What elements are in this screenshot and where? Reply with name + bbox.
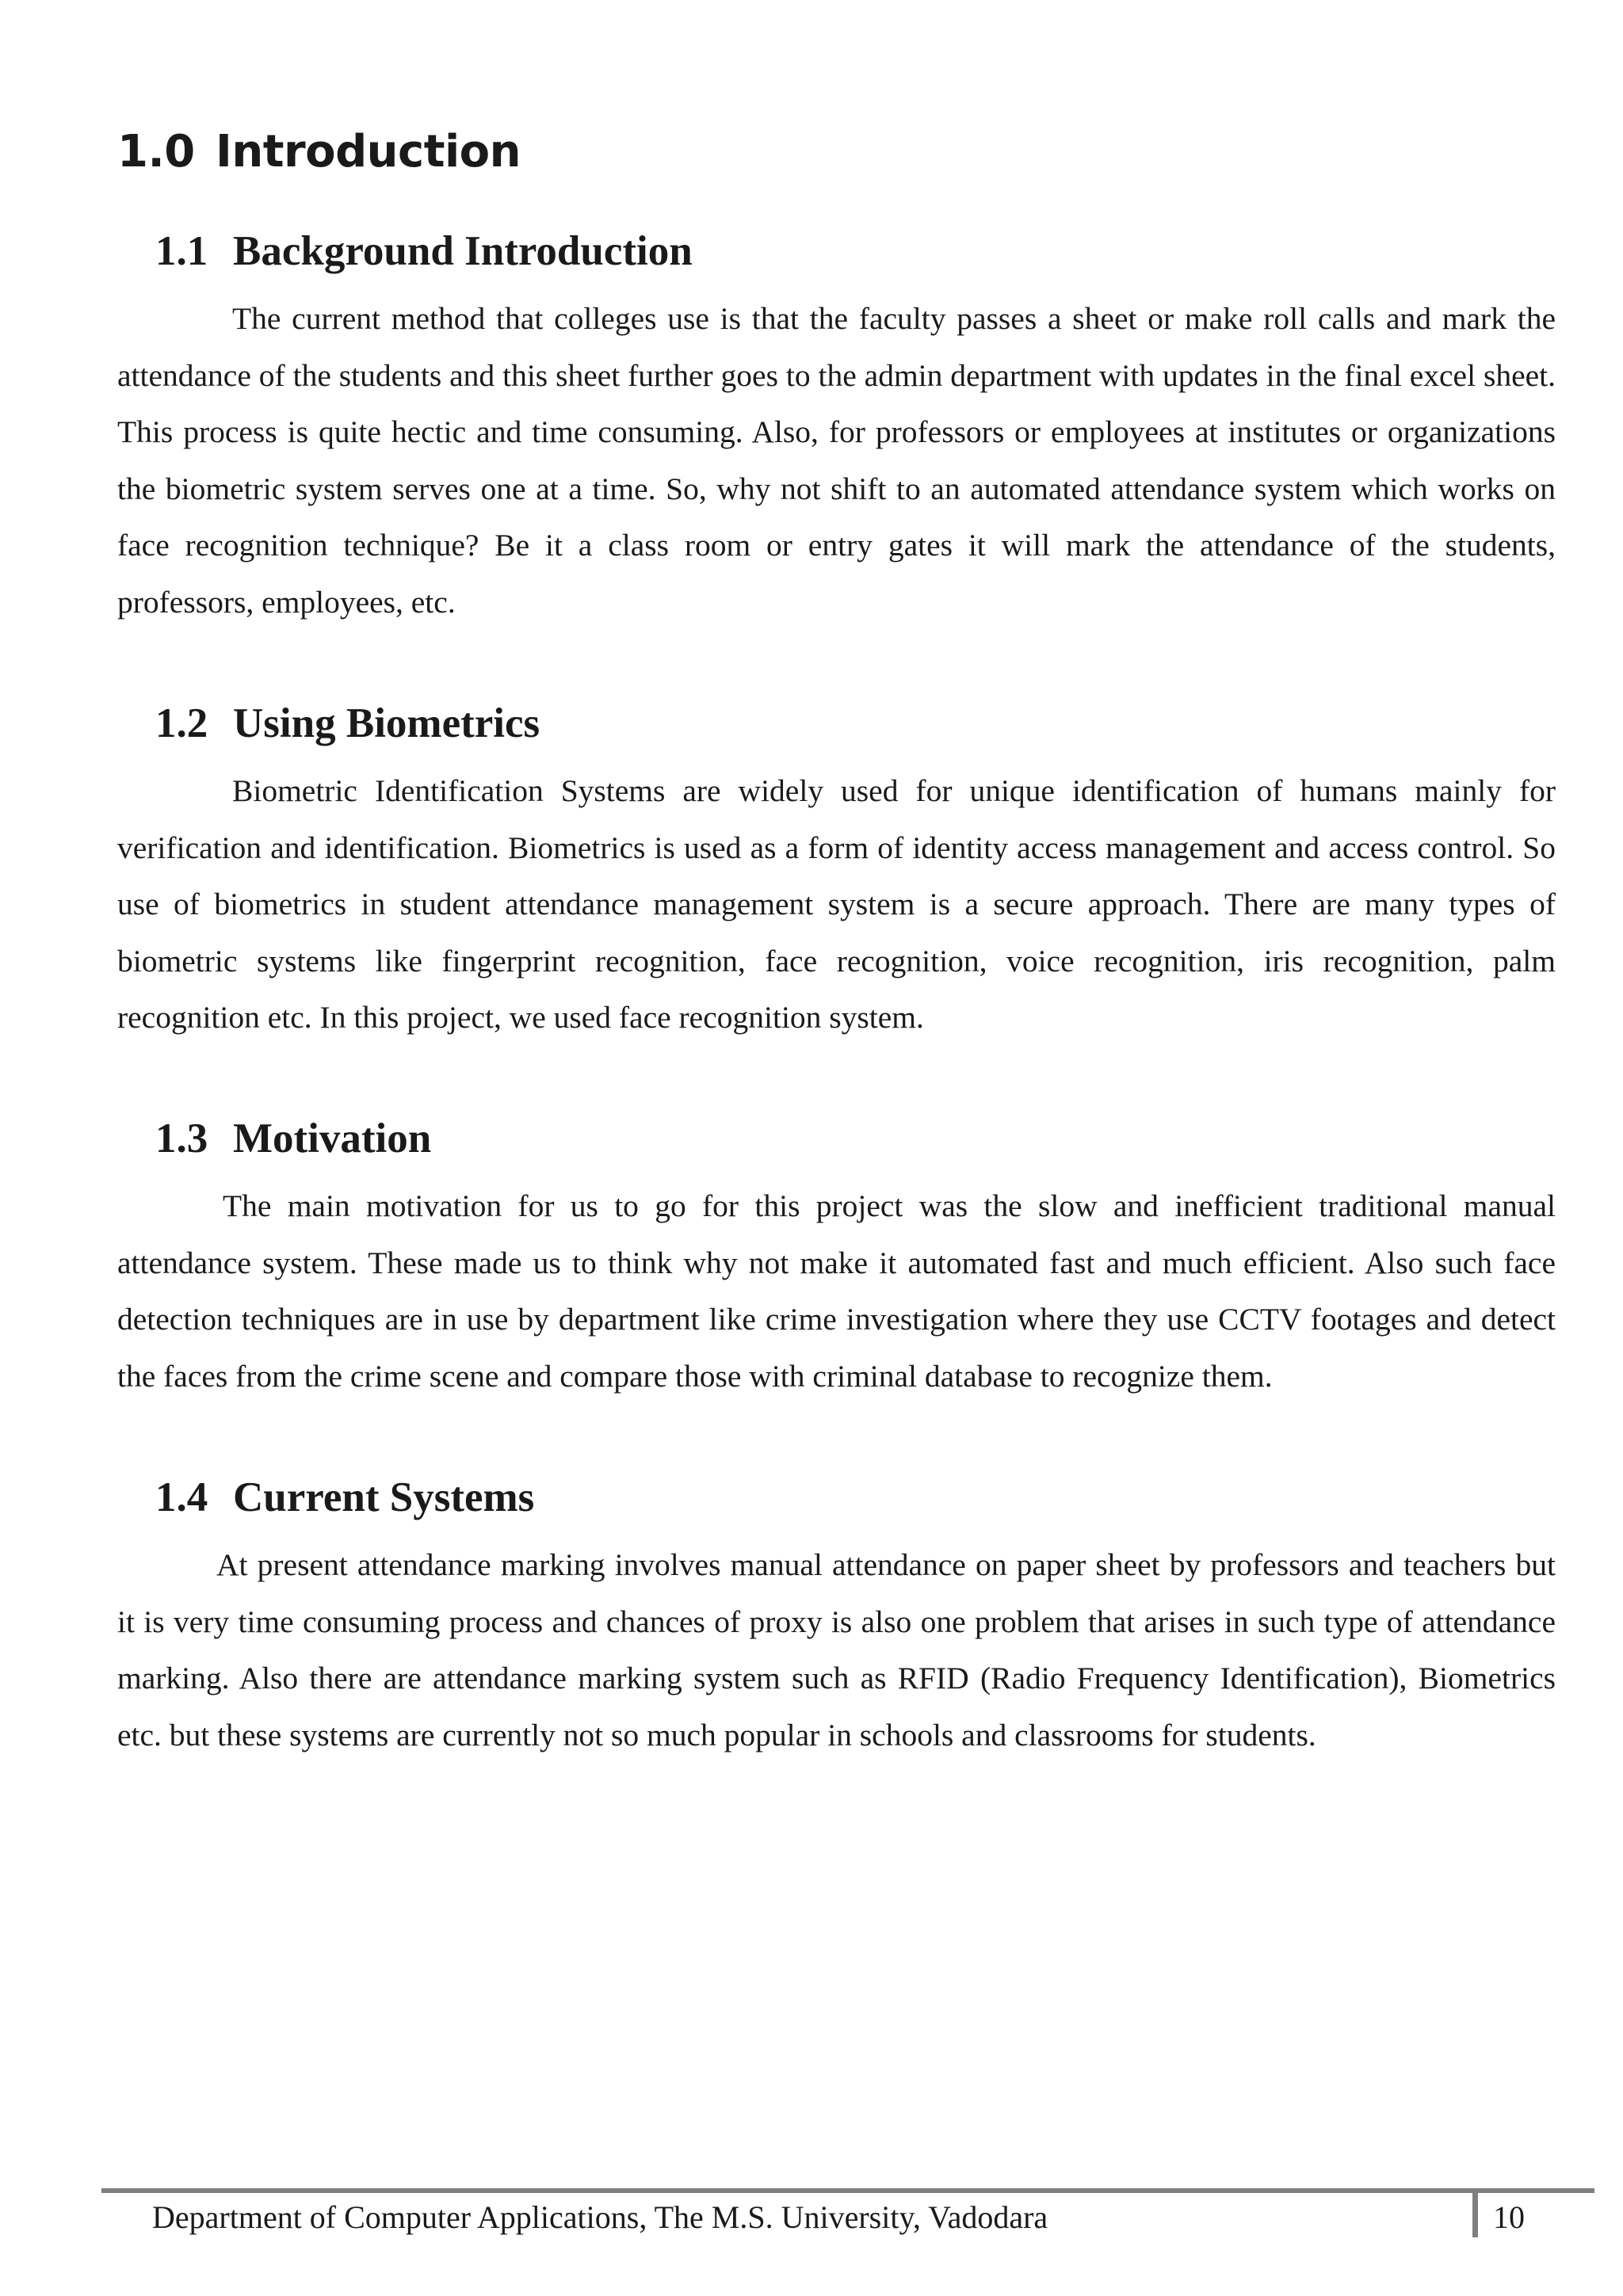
section-heading-motivation	[155, 1111, 431, 1166]
page-number: 10	[1493, 2199, 1525, 2235]
section-number: 1.3	[155, 1116, 208, 1161]
section-heading-current-systems	[155, 1470, 534, 1525]
section-title: Using Biometrics	[233, 700, 540, 746]
chapter-number: 1.0	[117, 126, 195, 177]
section-number: 1.2	[155, 700, 208, 746]
chapter-title-text: Introduction	[216, 126, 521, 177]
section-title: Current Systems	[233, 1474, 535, 1520]
footer-divider	[1472, 2193, 1478, 2237]
section-number: 1.1	[155, 228, 208, 274]
section-title: Motivation	[233, 1116, 432, 1161]
paragraph-using-biometrics: Biometric Identification Systems are widely used for unique identification of humans mainly for verification and identification. Biometrics is used as a form of identity access management and access control. So use of biometrics in student attendance management system is a secure approach. There are many types of biometric systems like fingerprint recognition, face recognition, voice recognition, iris recognition, palm recognition etc. In this project, we used face recognition system.	[117, 773, 1556, 1035]
paragraph-current-systems: At present attendance marking involves manual attendance on paper sheet by professors and teachers but it is very time consuming process and chances of proxy is also one problem that arises in such type of attendance marking. Also there are attendance marking system such as RFID (Radio Frequency Identification), Biometrics etc. but these systems are currently not so much popular in schools and classrooms for students.	[117, 1547, 1556, 1753]
chapter-title	[117, 120, 521, 184]
footer-department: Department of Computer Applications, The M.S. University, Vadodara	[152, 2199, 1048, 2235]
footer-rule	[101, 2188, 1594, 2193]
paragraph-background-introduction: The current method that colleges use is that the faculty passes a sheet or make roll calls and mark the attendance of the students and this sheet further goes to the admin department with updates in the final excel sheet. This process is quite hectic and time consuming. Also, for professors or employees at institutes or organizations the biometric system serves one at a time. So, why not shift to an automated attendance system which works on face recognition technique? Be it a class room or entry gates it will mark the attendance of the students, professors, employees, etc.	[117, 301, 1556, 620]
paragraph-motivation: The main motivation for us to go for this project was the slow and inefficient traditional manual attendance system. These made us to think why not make it automated fast and much efficient. Also such face detection techniques are in use by department like crime investigation where they use CCTV footages and detect the faces from the crime scene and compare those with criminal database to recognize them.	[117, 1188, 1556, 1394]
section-title: Background Introduction	[233, 228, 693, 274]
section-number: 1.4	[155, 1474, 208, 1520]
section-heading-background-introduction	[155, 223, 693, 279]
section-heading-using-biometrics	[155, 696, 540, 751]
